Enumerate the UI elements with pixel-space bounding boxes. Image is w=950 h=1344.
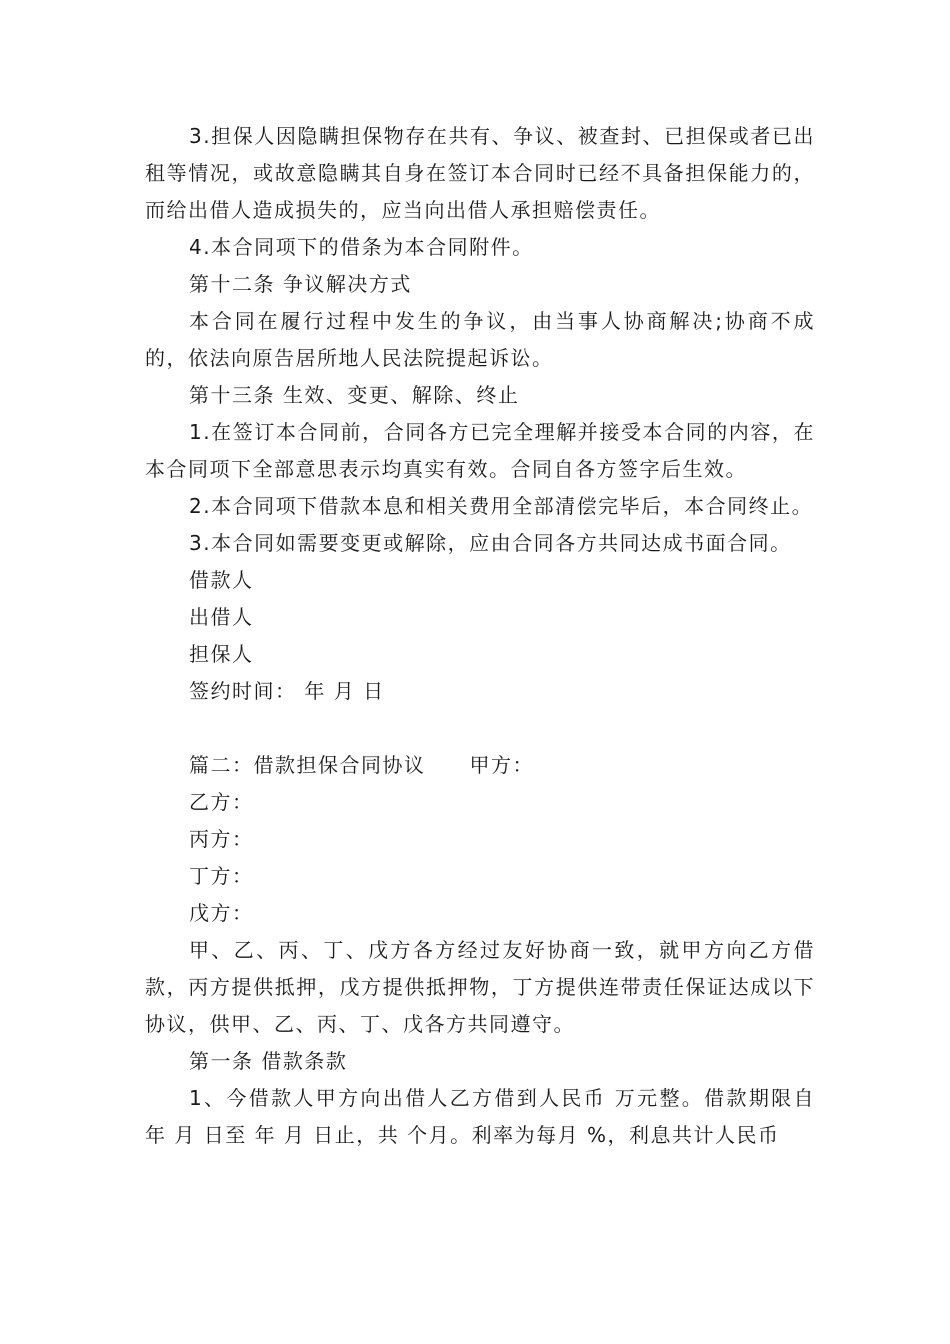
signature-guarantor: 担保人 — [189, 642, 254, 666]
paragraph-modification: 3.本合同如需要变更或解除，应由合同各方共同达成书面合同。 — [189, 531, 792, 555]
party-d-label: 丁方： — [189, 864, 254, 888]
signature-lender: 出借人 — [189, 605, 254, 629]
paragraph-termination: 2.本合同项下借款本息和相关费用全部清偿完毕后，本合同终止。 — [189, 494, 814, 518]
party-e-label: 戊方： — [189, 901, 254, 925]
document-body — [145, 118, 815, 1154]
paragraph-attachment: 4.本合同项下的借条为本合同附件。 — [189, 235, 534, 259]
section-two-title: 篇二：借款担保合同协议 — [189, 753, 426, 777]
paragraph-agreement-preamble: 甲、乙、丙、丁、戊方各方经过友好协商一致，就甲方向乙方借款，丙方提供抵押，戊方提供抵押物，丁方提供连带责任保证达成以下协议，供甲、乙、丙、丁、戊各方共同遵守。 — [145, 938, 815, 1036]
party-c-label: 丙方： — [189, 827, 254, 851]
party-a-label: 甲方： — [469, 753, 534, 777]
article-1-heading: 第一条 借款条款 — [189, 1049, 348, 1073]
party-b-label: 乙方： — [189, 790, 254, 814]
article-13-heading: 第十三条 生效、变更、解除、终止 — [189, 383, 520, 407]
paragraph-loan-terms: 1、今借款人甲方向出借人乙方借到人民币 万元整。借款期限自 年 月 日至 年 月 日止，共 个月。利率为每月 %，利息共计人民币 — [145, 1086, 815, 1147]
signing-date: 签约时间： 年 月 日 — [189, 679, 385, 703]
section-two-heading-line — [145, 747, 815, 784]
paragraph-guarantor-liability: 3.担保人因隐瞒担保物存在共有、争议、被查封、已担保或者已出租等情况，或故意隐瞒其自身在签订本合同时已经不具备担保能力的，而给出借人造成损失的，应当向出借人承担赔偿责任。 — [145, 124, 815, 222]
paragraph-dispute-resolution: 本合同在履行过程中发生的争议，由当事人协商解决;协商不成的，依法向原告居所地人民法院提起诉讼。 — [145, 309, 815, 370]
signature-borrower: 借款人 — [189, 568, 254, 592]
article-12-heading: 第十二条 争议解决方式 — [189, 272, 412, 296]
blank-line — [145, 710, 815, 747]
paragraph-effectiveness: 1.在签订本合同前，合同各方已完全理解并接受本合同的内容，在本合同项下全部意思表示均真实有效。合同自各方签字后生效。 — [145, 420, 815, 481]
